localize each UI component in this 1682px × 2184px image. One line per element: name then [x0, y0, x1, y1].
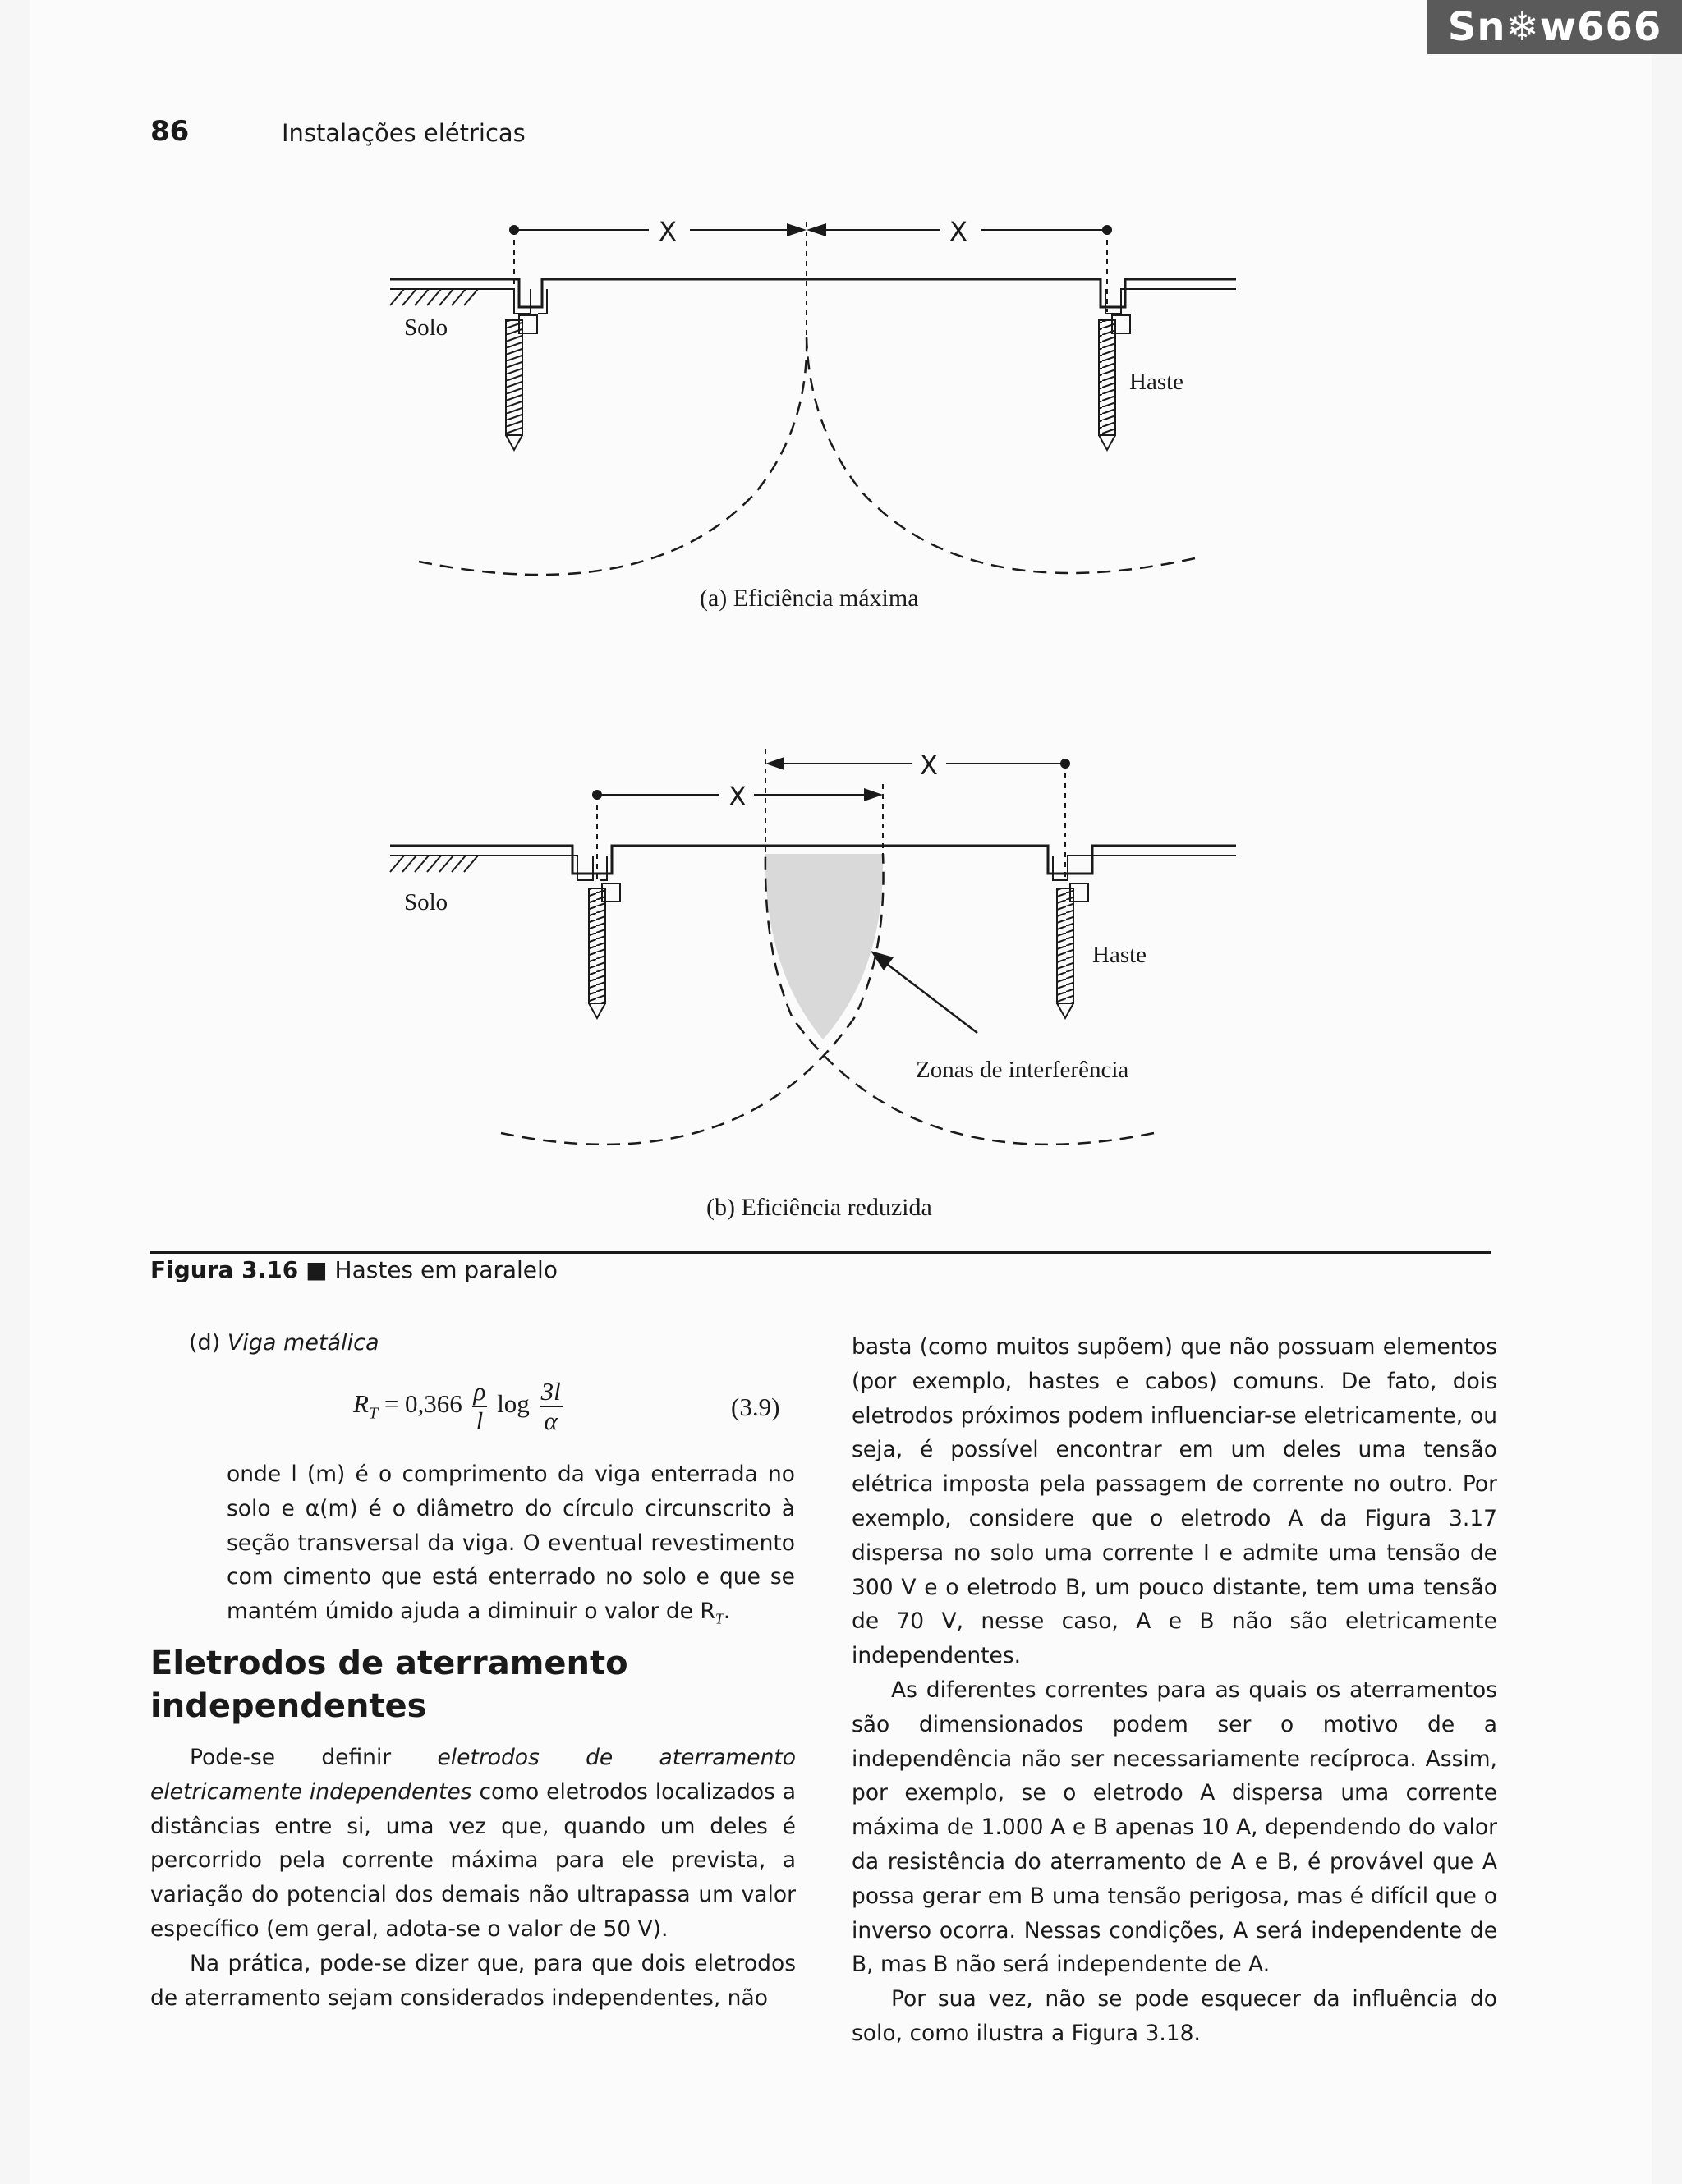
item-d-marker: (d) [189, 1330, 221, 1356]
right-column-body [852, 1330, 1497, 2051]
item-d-title: Viga metálica [227, 1330, 379, 1356]
ground-rod-right-a [1099, 315, 1130, 450]
distance-label-a-left: X [659, 216, 677, 247]
left-paragraph-1 [150, 1741, 796, 1947]
figure-rule [150, 1251, 1491, 1254]
formula-fraction-rho-l [472, 1378, 488, 1435]
onde-sub: T [715, 1610, 724, 1627]
rod-label-a: Haste [1129, 369, 1184, 395]
soil-label-b: Solo [404, 889, 448, 915]
dimension-a [514, 222, 1107, 345]
right-paragraph-3: Por sua vez, não se pode esquecer da influência do solo, como ilustra a Figura 3.18. [852, 1986, 1497, 2046]
formula-number: (3.9) [731, 1393, 780, 1421]
left-p1-italic: eletrodos de aterramento eletricamente independentes [150, 1745, 796, 1805]
right-paragraph-2: As diferentes correntes para as quais os aterramentos são dimensionados podem ser o motivo de a independência não ser necessariamente recíproca. Assim, por exemplo, se o eletrodo A dispersa uma corrente máxima de 1.000 A e B apenas 10 A, dependendo do valor da resistência do aterramento de A e B, é provável que A possa gerar em B uma tensão perigosa, mas é difícil que o inverso ocorra. Nessas condições, A será independente de B, mas B não será independente de A. [852, 1677, 1497, 1978]
running-title: Instalações elétricas [282, 119, 526, 147]
formula-lhs-sub: T [368, 1404, 379, 1423]
formula-lhs: R [353, 1389, 369, 1419]
figure-caption-bullet: ■ [306, 1256, 328, 1283]
formula-coef: = 0,366 [384, 1389, 462, 1419]
formula-fraction-3l-alpha [540, 1378, 563, 1435]
soil-label-a: Solo [404, 314, 448, 341]
formula-alpha: α [544, 1406, 558, 1435]
section-heading: Eletrodos de aterramento independentes [150, 1645, 628, 1725]
interference-label: Zonas de interferência [916, 1057, 1129, 1083]
onde-paragraph [227, 1457, 795, 1636]
item-d [189, 1330, 379, 1356]
formula-l: l [476, 1406, 484, 1435]
potential-arc-left-a [419, 337, 807, 575]
distance-label-b-bottom: X [728, 781, 747, 812]
formula-3l: 3l [540, 1377, 561, 1406]
panel-a [390, 216, 1236, 612]
formula-rho: ρ [473, 1377, 486, 1406]
ground-rod-left-b [589, 883, 620, 1018]
right-paragraph-1: basta (como muitos supõem) que não possuam elementos (por exemplo, hastes e cabos) comuns. De fato, dois eletrodos próximos podem influenciar-se eletricamente, ou seja, é possível encontrar em um deles uma tensão elétrica imposta pela passagem de corrente no outro. Por exemplo, considere que o eletrodo A da Figura 3.17 dispersa no solo uma corrente I e admite uma tensão de 300 V e o eletrodo B, um pouco distante, tem uma tensão de 70 V, nesse caso, A e B não são eletricamente independentes. [852, 1334, 1497, 1669]
distance-label-a-right: X [949, 216, 967, 247]
figure-caption [150, 1256, 558, 1283]
left-column-body [150, 1741, 796, 2015]
onde-end: . [723, 1599, 731, 1625]
ground-line-a [390, 279, 1236, 307]
left-p1-end: como eletrodos localizados a distâncias entre si, uma vez que, quando um deles é percorrido pela corrente máxima para ele prevista, a variação do potencial dos demais não ultrapassa um valor específico (em geral, adota-se o valor de 50 V). [150, 1778, 796, 1942]
caption-b: (b) Eficiência reduzida [706, 1194, 932, 1221]
watermark: Sn❄w666 [1427, 0, 1682, 54]
formula-log: log [497, 1389, 530, 1419]
figure-caption-text: Hastes em paralelo [334, 1256, 558, 1283]
distance-label-b-top: X [920, 750, 938, 781]
soil-hatch-b [390, 856, 478, 872]
left-p1-start: Pode-se definir [190, 1745, 438, 1770]
interference-zone [765, 854, 883, 1039]
page-number: 86 [150, 115, 190, 148]
left-paragraph-2: Na prática, pode-se dizer que, para que dois eletrodos de aterramento sejam considerados independentes, não [150, 1950, 796, 2011]
soil-hatch-a [390, 289, 478, 305]
caption-a: (a) Eficiência máxima [700, 585, 919, 612]
ground-rod-right-b [1057, 883, 1088, 1018]
figure-caption-number: Figura 3.16 [150, 1256, 299, 1283]
formula-3-9 [353, 1370, 797, 1452]
ground-rod-left-a [506, 315, 537, 450]
onde-text: onde l (m) é o comprimento da viga enterrada no solo e α(m) é o diâmetro do círculo circunscrito à seção transversal da viga. O eventual revestimento com cimento que está enterrado no solo e que se mantém úmido ajuda a diminuir o valor de R [227, 1461, 795, 1625]
rod-label-b: Haste [1092, 942, 1147, 968]
panel-b [390, 749, 1236, 1221]
